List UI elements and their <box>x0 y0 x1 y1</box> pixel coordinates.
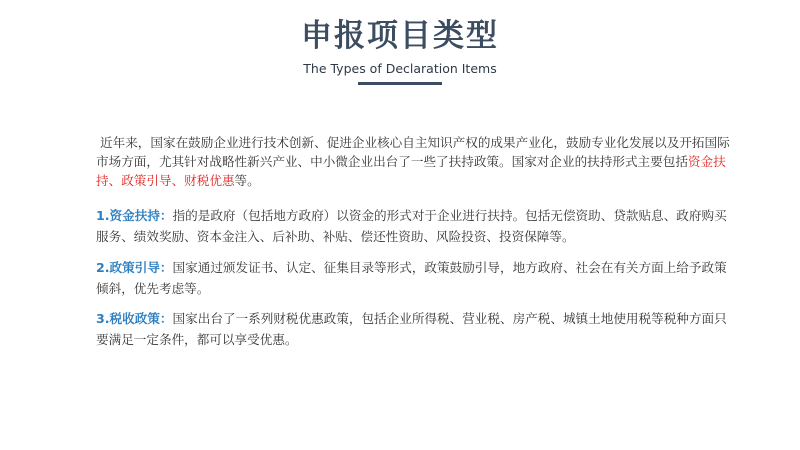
item-text: 指的是政府（包括地方政府）以资金的形式对于企业进行扶持。包括无偿资助、贷款贴息、政府购买服务、绩效奖励、资本金注入、后补助、补贴、偿还性资助、风险投资、投资保障等。 <box>96 208 727 244</box>
item-label: 3.税收政策： <box>96 311 173 326</box>
item-label: 2.政策引导： <box>96 260 173 275</box>
item-label: 1.资金扶持： <box>96 208 173 223</box>
title-underline <box>358 82 442 85</box>
intro-paragraph <box>96 133 736 190</box>
page-subtitle: The Types of Declaration Items <box>303 61 497 76</box>
item-text: 国家出台了一系列财税优惠政策，包括企业所得税、营业税、房产税、城镇土地使用税等税种方面只要满足一定条件，都可以享受优惠。 <box>96 311 727 347</box>
item-tax-policy <box>96 308 736 350</box>
item-funding-support <box>96 205 736 247</box>
item-text: 国家通过颁发证书、认定、征集目录等形式，政策鼓励引导，地方政府、社会在有关方面上给予政策倾斜，优先考虑等。 <box>96 260 727 296</box>
intro-text-end: 等。 <box>234 173 260 188</box>
intro-text: 近年来，国家在鼓励企业进行技术创新、促进企业核心自主知识产权的成果产业化，鼓励专业化发展以及开拓国际市场方面，尤其针对战略性新兴产业、中小微企业出台了一些了扶持政策。国家对企业的扶持形式主要包括 <box>96 135 730 169</box>
intro-highlight: 资金扶持、政策引导、财税优惠 <box>96 154 726 188</box>
page-title: 申报项目类型 <box>301 18 499 54</box>
item-policy-guidance <box>96 257 736 299</box>
